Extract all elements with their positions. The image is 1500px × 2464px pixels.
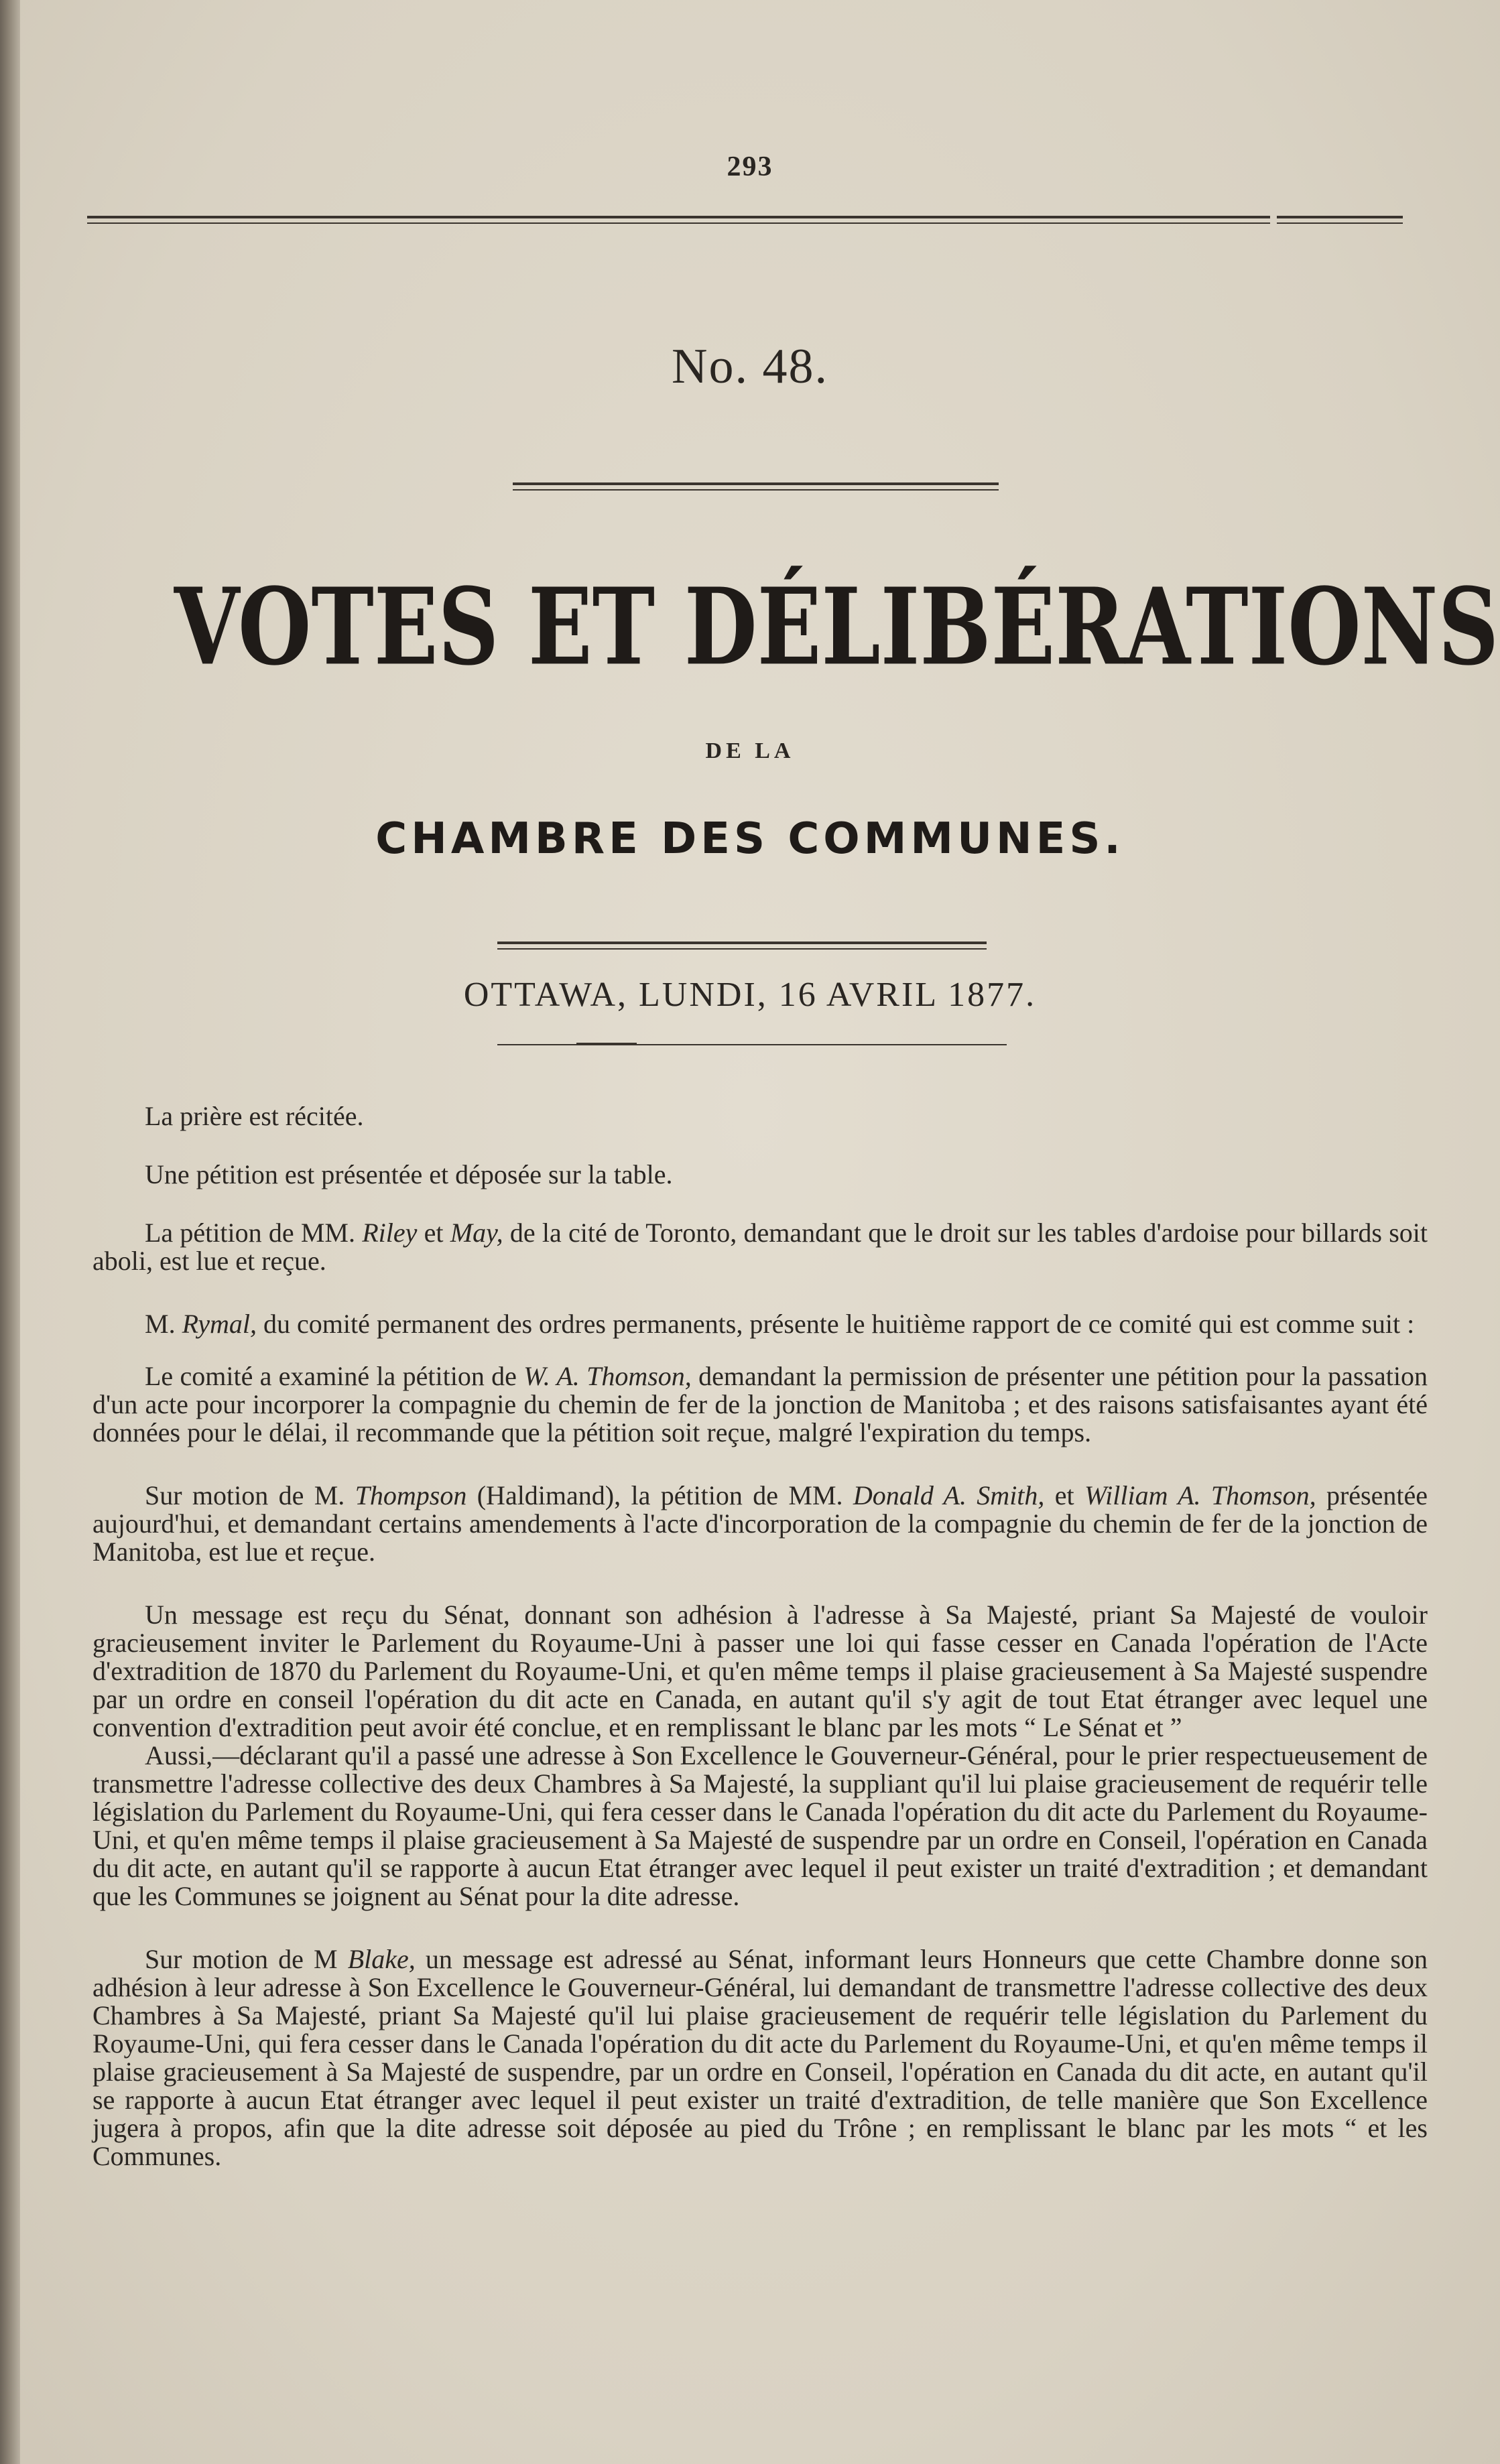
paragraph-aussi: Aussi,—déclarant qu'il a passé une adresse à Son Excellence le Gouverneur-Général, pour le prier respectueusement de transmettre l'adresse collective des deux Chambres à Sa Majesté, la suppliant qu'il lui plaise gracieusement de requérir telle législation du Parlement du Royaume-Uni, qui fera cesser dans le Canada l'opération du dit acte du Parlement du Royaume-Uni, et qu'en même temps il plaise gracieusement à Sa Majesté de suspendre par un ordre en Conseil, l'opération en Canada du dit acte, en autant qu'il se rapporte à aucun Etat étranger avec lequel il peut exister un traité d'extradition ; et demandant que les Communes se joignent au Sénat pour la dite adresse. [92, 1740, 1428, 1911]
name-may: May, [450, 1218, 503, 1248]
name-william-thomson: William A. Thomson, [1084, 1480, 1316, 1510]
text-segment: Sur motion de M [145, 1944, 348, 1974]
paragraph-senate-message: Un message est reçu du Sénat, donnant son adhésion à l'adresse à Sa Majesté, priant Sa Majesté de vouloir gracieusement inviter le Parlement du Royaume-Uni à passer une loi qui fasse cesser en Canada l'opération de l'Acte d'extradition de 1870 du Parlement du Royaume-Uni, et qu'en même temps il plaise gracieusement à Sa Majesté suspendre par un ordre en conseil l'opération du dit acte en Canada, en autant qu'il s'y agit de tout Etat étranger avec lequel une convention d'extradition peut avoir été conclue, et en remplissant le blanc par les mots “ Le Sénat et ” [92, 1600, 1428, 1742]
text-segment: de la cité de Toronto, demandant que le droit sur les tables d'ardoise pour billards soit aboli, est lue et reçue. [92, 1218, 1428, 1276]
name-thompson: Thompson [355, 1480, 467, 1510]
text-segment: Le comité a examiné la pétition de [145, 1361, 524, 1391]
text-segment: du comité permanent des ordres permanents, présente le huitième rapport de ce comité qui est comme suit : [257, 1309, 1415, 1339]
paragraph-committee-examination [92, 1362, 1428, 1447]
chamber-title: CHAMBRE DES COMMUNES. [375, 814, 1125, 864]
dateline-rule-bottom [497, 1044, 1007, 1045]
subtitle-de-la: DE LA [705, 738, 795, 763]
paragraph-blake-motion [92, 1945, 1428, 2170]
text-segment: Sur motion de M. [145, 1480, 355, 1510]
text-segment: (Haldimand), la pétition de MM. [466, 1480, 853, 1510]
text-segment: présentée aujourd'hui, et demandant certains amendements à l'acte d'incorporation de la compagnie du chemin de fer de la jonction de Manitoba, est lue et reçue. [92, 1480, 1428, 1567]
main-title: VOTES ET DÉLIBÉRATIONS [174, 565, 1499, 690]
dateline-rule-top [497, 942, 987, 950]
page-number: 293 [727, 151, 773, 182]
text-segment: et [417, 1218, 450, 1248]
title-rule-top [513, 482, 999, 491]
text-segment: M. [145, 1309, 182, 1339]
text-segment: et [1044, 1480, 1085, 1510]
header-rule-right [1277, 216, 1403, 224]
name-riley: Riley [362, 1218, 418, 1248]
dateline: OTTAWA, LUNDI, 16 AVRIL 1877. [463, 976, 1037, 1014]
paragraph-prayer: La prière est récitée. [145, 1101, 364, 1131]
name-thomson: W. A. Thomson, [523, 1361, 692, 1391]
text-segment: un message est adressé au Sénat, informant leurs Honneurs que cette Chambre donne son adhésion à leur adresse à Son Excellence le Gouverneur-Général, lui demandant de transmettre l'adresse collective des deux Chambres à Sa Majesté, priant Sa Majesté qu'il lui plaise gracieusement de requérir telle législation du Parlement du Royaume-Uni, qui fera cesser dans le Canada l'opération du dit acte du Parlement du Royaume-Uni, et qu'en même temps il plaise gracieusement à Sa Majesté de suspendre, par un ordre en Conseil, l'opération en Canada du dit acte, en autant qu'il se rapporte à aucun Etat étranger avec lequel il peut exister un traité d'extradition, de telle manière que Son Excellence jugera à propos, afin que la dite adresse soit déposée au pied du Trône ; en remplissant le blanc par les mots “ et les Communes. [92, 1944, 1428, 2171]
name-rymal: Rymal, [182, 1309, 257, 1339]
name-donald-smith: Donald A. Smith, [853, 1480, 1045, 1510]
document-body [92, 1102, 1428, 2170]
header-rule-left [87, 216, 1270, 224]
text-segment: La pétition de MM. [145, 1218, 363, 1248]
issue-number: No. 48. [672, 339, 828, 394]
paragraph-petition-presented: Une pétition est présentée et déposée sur la table. [145, 1159, 673, 1189]
dateline-rule-accent [576, 1043, 637, 1045]
name-blake: Blake, [347, 1944, 416, 1974]
paragraph-riley-may-petition [92, 1219, 1428, 1275]
paragraph-rymal-report [92, 1310, 1428, 1338]
text-segment: demandant la permission de présenter une pétition pour la passation d'un acte pour incorporer la compagnie du chemin de fer de la jonction de Manitoba ; et des raisons satisfaisantes ayant été données pour le délai, il recommande que la pétition soit reçue, malgré l'expiration du temps. [92, 1361, 1428, 1447]
paragraph-thompson-motion [92, 1482, 1428, 1566]
